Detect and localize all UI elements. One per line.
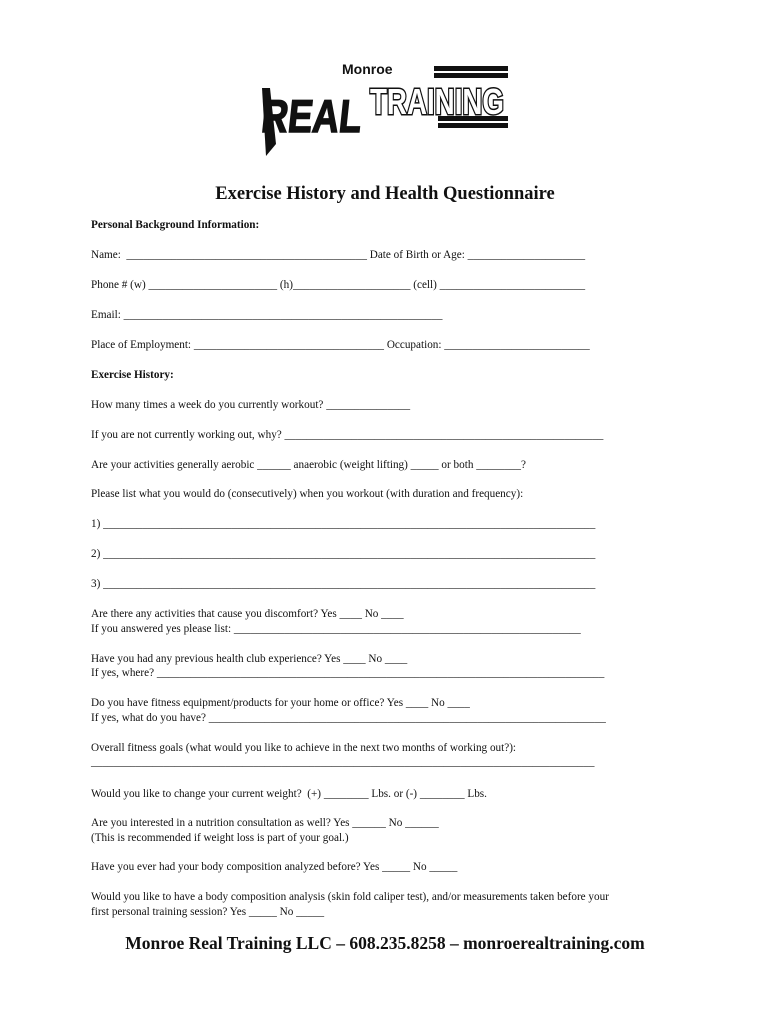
employment-field-line: Place of Employment: __________________________________ Occupation: __________________________ — [91, 339, 590, 351]
monroe-real-training-logo — [259, 58, 512, 158]
name-field-line: Name: ___________________________________________ Date of Birth or Age: _____________________ — [91, 249, 586, 261]
body-comp-analysis-line-2: first personal training session? Yes _____ No _____ — [91, 906, 325, 918]
logo-word-left: REAL — [259, 90, 390, 142]
logo-word-right: TRAINING — [370, 81, 504, 122]
section-exercise: Exercise History: — [91, 369, 174, 381]
phone-field-line: Phone # (w) _______________________ (h)_____________________ (cell) __________________________ — [91, 279, 586, 291]
equipment-line: Do you have fitness equipment/products for your home or office? Yes ____ No ____ — [91, 697, 470, 709]
page-title: Exercise History and Health Questionnaire — [215, 184, 555, 204]
workout-times-line: How many times a week do you currently workout? _______________ — [91, 399, 411, 411]
body-comp-line: Have you ever had your body composition analyzed before? Yes _____ No _____ — [91, 861, 458, 873]
email-field-line: Email: _________________________________________________________ — [91, 309, 443, 321]
list-item-1: 1) ________________________________________________________________________________________ — [91, 518, 596, 530]
weight-change-line: Would you like to change your current weight? (+) ________ Lbs. or (-) ________ Lbs. — [91, 788, 487, 800]
equipment-what-line: If yes, what do you have? _______________________________________________________________________ — [91, 712, 606, 724]
footer-contact: Monroe Real Training LLC – 608.235.8258 – monroerealtraining.com — [125, 933, 645, 953]
discomfort-line: Are there any activities that cause you discomfort? Yes ____ No ____ — [91, 608, 404, 620]
nutrition-note-line: (This is recommended if weight loss is part of your goal.) — [91, 832, 349, 844]
logo-small-text: Monroe — [342, 61, 393, 77]
list-item-3: 3) ________________________________________________________________________________________ — [91, 578, 596, 590]
section-personal: Personal Background Information: — [91, 219, 260, 231]
goals-line: Overall fitness goals (what would you like to achieve in the next two months of working out?): — [91, 742, 517, 754]
goals-answer-line: __________________________________________________________________________________________ — [91, 756, 595, 768]
health-club-where-line: If yes, where? ________________________________________________________________________________ — [91, 667, 605, 679]
discomfort-list-line: If you answered yes please list: ______________________________________________________________ — [91, 623, 581, 635]
body-comp-analysis-line: Would you like to have a body composition analysis (skin fold caliper test), and/or measurements taken before your — [91, 891, 609, 903]
not-working-why-line: If you are not currently working out, why? _________________________________________________________ — [91, 429, 604, 441]
activities-type-line: Are your activities generally aerobic ______ anaerobic (weight lifting) _____ or both ________? — [91, 459, 526, 471]
list-item-2: 2) ________________________________________________________________________________________ — [91, 548, 596, 560]
list-prompt-line: Please list what you would do (consecutively) when you workout (with duration and frequency): — [91, 488, 524, 500]
health-club-line: Have you had any previous health club experience? Yes ____ No ____ — [91, 653, 408, 665]
nutrition-line: Are you interested in a nutrition consultation as well? Yes ______ No ______ — [91, 817, 439, 829]
